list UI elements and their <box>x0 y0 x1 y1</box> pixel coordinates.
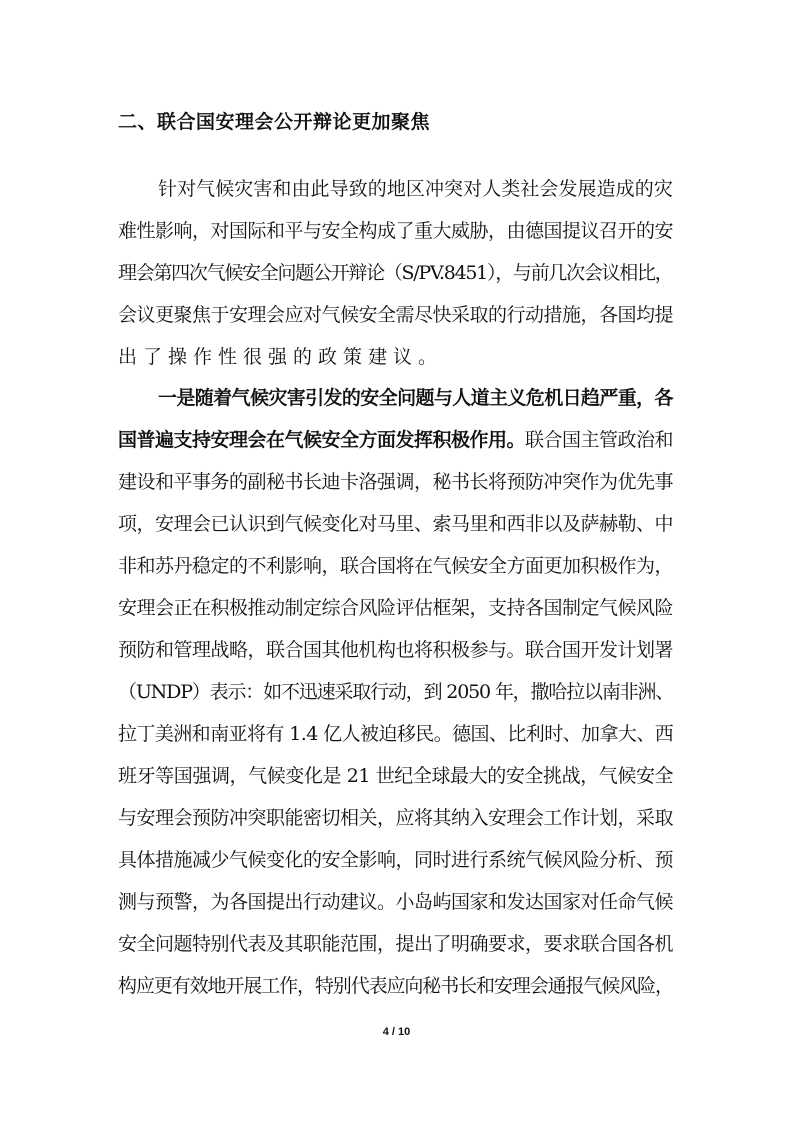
paragraph-2-line: 安全问题特别代表及其职能范围，提出了明确要求，要求联合国各机 <box>118 933 674 955</box>
paragraph-2-line: 测与预警，为各国提出行动建议。小岛屿国家和发达国家对任命气候 <box>118 891 674 913</box>
paragraph-2-line: 班牙等国强调，气候变化是 21 世纪全球最大的安全挑战，气候安全 <box>118 765 674 787</box>
paragraph-2-line: 建设和平事务的副秘书长迪卡洛强调，秘书长将预防冲突作为优先事 <box>118 471 674 493</box>
paragraph-1-line: 理会第四次气候安全问题公开辩论（S/PV.8451），与前几次会议相比， <box>118 262 673 284</box>
paragraph-1-line: 出了操作性很强的政策建议。 <box>118 346 444 368</box>
paragraph-2-line: （UNDP）表示：如不迅速采取行动，到 2050 年，撒哈拉以南非洲、 <box>118 681 674 703</box>
paragraph-2-line: 预防和管理战略，联合国其他机构也将积极参与。联合国开发计划署 <box>118 639 674 661</box>
paragraph-2-line-2 <box>118 426 673 454</box>
paragraph-1-line: 难性影响，对国际和平与安全构成了重大威胁，由德国提议召开的安 <box>118 220 674 242</box>
paragraph-1-line: 针对气候灾害和由此导致的地区冲突对人类社会发展造成的灾 <box>158 178 673 200</box>
paragraph-2-line: 非和苏丹稳定的不利影响，联合国将在气候安全方面更加积极作为， <box>118 555 674 577</box>
paragraph-2-line: 拉丁美洲和南亚将有 1.4 亿人被迫移民。德国、比利时、加拿大、西 <box>118 723 674 745</box>
paragraph-2-text: 联合国主管政治和 <box>525 429 674 451</box>
paragraph-2-line: 构应更有效地开展工作，特别代表应向秘书长和安理会通报气候风险， <box>118 975 673 997</box>
paragraph-1-line: 会议更聚焦于安理会应对气候安全需尽快采取的行动措施，各国均提 <box>118 304 674 326</box>
paragraph-2-bold-lead-end: 国普遍支持安理会在气候安全方面发挥积极作用。 <box>118 429 526 451</box>
paragraph-2-line: 项，安理会已认识到气候变化对马里、索马里和西非以及萨赫勒、中 <box>118 513 674 535</box>
paragraph-2-bold-lead: 一是随着气候灾害引发的安全问题与人道主义危机日趋严重，各 <box>158 387 673 409</box>
section-heading: 二、联合国安理会公开辩论更加聚焦 <box>118 111 431 133</box>
page-number: 4 / 10 <box>382 1026 411 1038</box>
paragraph-2-line: 与安理会预防冲突职能密切相关，应将其纳入安理会工作计划，采取 <box>118 807 674 829</box>
paragraph-2-line: 安理会正在积极推动制定综合风险评估框架，支持各国制定气候风险 <box>118 597 674 619</box>
paragraph-2-line: 具体措施减少气候变化的安全影响，同时进行系统气候风险分析、预 <box>118 849 674 871</box>
